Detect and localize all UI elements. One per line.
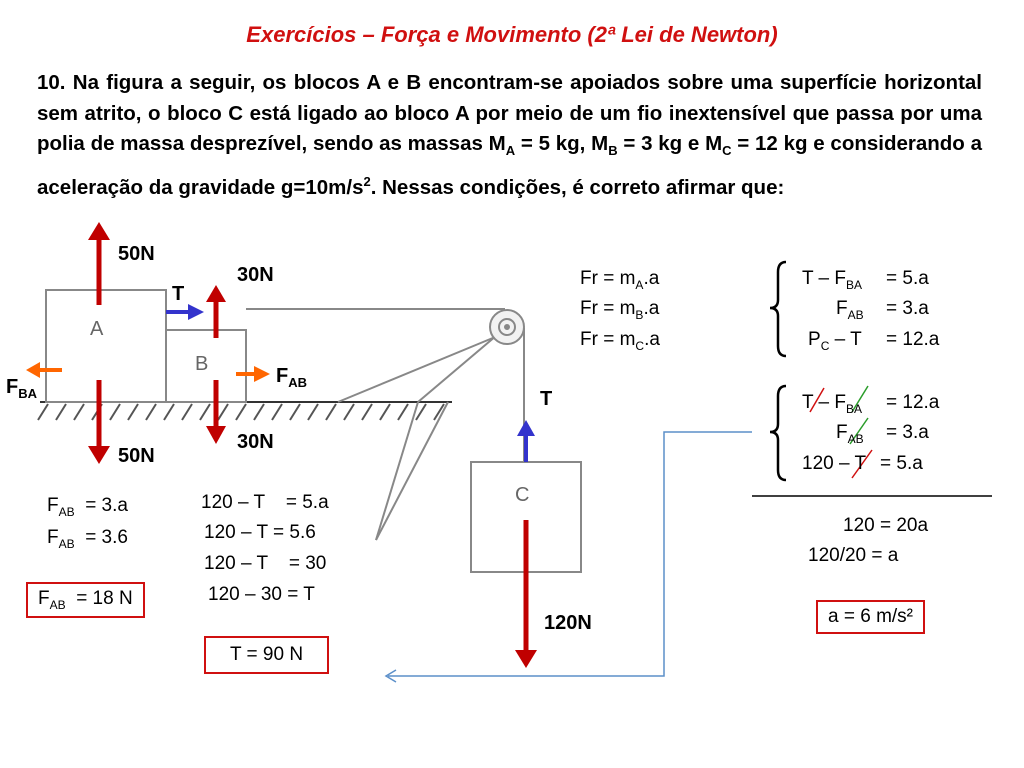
system2-row3-rhs: = 5.a [880, 453, 923, 474]
newton-eq-b: $Fr = m_B.a$ [580, 298, 660, 322]
result-tension: T = 90 N [204, 636, 329, 674]
system2-row1-rhs: = 12.a [886, 392, 940, 413]
solve-a-line1: 120 = 20a [843, 515, 929, 536]
solve-a-line2: 120/20 = a [808, 545, 899, 566]
fba-label: $F_{BA}$ [6, 376, 37, 401]
force-a-down-label: 50N [118, 445, 155, 467]
slide-title: Exercícios – Força e Movimento (2ª Lei de Newton) [246, 22, 778, 47]
system-braces [770, 262, 786, 480]
system2-row2: $F_{AB}$ [836, 422, 864, 446]
newton-eq-a: $Fr = m_A.a$ [580, 268, 660, 292]
tension-a-label: T [172, 283, 185, 305]
system1-row2: $F_{AB}$ [836, 298, 864, 322]
force-b-up-label: 30N [237, 264, 274, 286]
system1-row3: $P_C$ – T [808, 329, 862, 353]
block-b-label: B [195, 353, 209, 375]
solve-fab-line1: $F_{AB} = 3.a$ [47, 495, 128, 519]
force-b-down-label: 30N [237, 431, 274, 453]
weight-c-label: 120N [544, 612, 592, 634]
pulley [490, 310, 524, 344]
solve-fab-line2: $F_{AB} = 3.6$ [47, 527, 128, 551]
solve-t-line1: 120 – T = 5.a [201, 492, 329, 513]
system2-row2-rhs: = 3.a [886, 422, 929, 443]
solve-t-line4: 120 – 30 = T [208, 584, 315, 605]
newton-eq-c: $Fr = m_C.a$ [580, 329, 660, 353]
system1-row1-rhs: = 5.a [886, 268, 929, 289]
fab-label: $F_{AB}$ [276, 365, 307, 390]
system1-row3-rhs: = 12.a [886, 329, 940, 350]
block-c-label: C [515, 484, 530, 506]
problem-statement: 10. Na figura a seguir, os blocos A e B encontram-se apoiados sobre uma superfície horizontal sem atrito, o bloco C está ligado ao bloco A por meio de um fio inextensível que passa por uma polia de massa desprezível, sendo as massas $M_A = 5$ kg, $M_B = 3$ kg e $M_C = 12$ kg e considerando a aceleração da gravidade $g=10m/s^2$. Nessas condições, é correto afirmar que: [37, 71, 982, 199]
system2-row3: 120 – T [802, 453, 867, 474]
tension-c-label: T [540, 388, 553, 410]
system2-row1: T – $F_{BA}$ [802, 392, 863, 416]
solve-t-line2: 120 – T = 5.6 [204, 522, 316, 543]
block-a [46, 290, 166, 402]
block-a-label: A [90, 318, 104, 340]
system1-row1: T – $F_{BA}$ [802, 268, 863, 292]
result-acceleration: a = 6 m/s² [816, 600, 925, 634]
result-fab: $F_{AB} = 18$ N [26, 582, 145, 618]
force-a-up-label: 50N [118, 243, 155, 265]
solve-t-line3: 120 – T = 30 [204, 553, 327, 574]
system1-row2-rhs: = 3.a [886, 298, 929, 319]
